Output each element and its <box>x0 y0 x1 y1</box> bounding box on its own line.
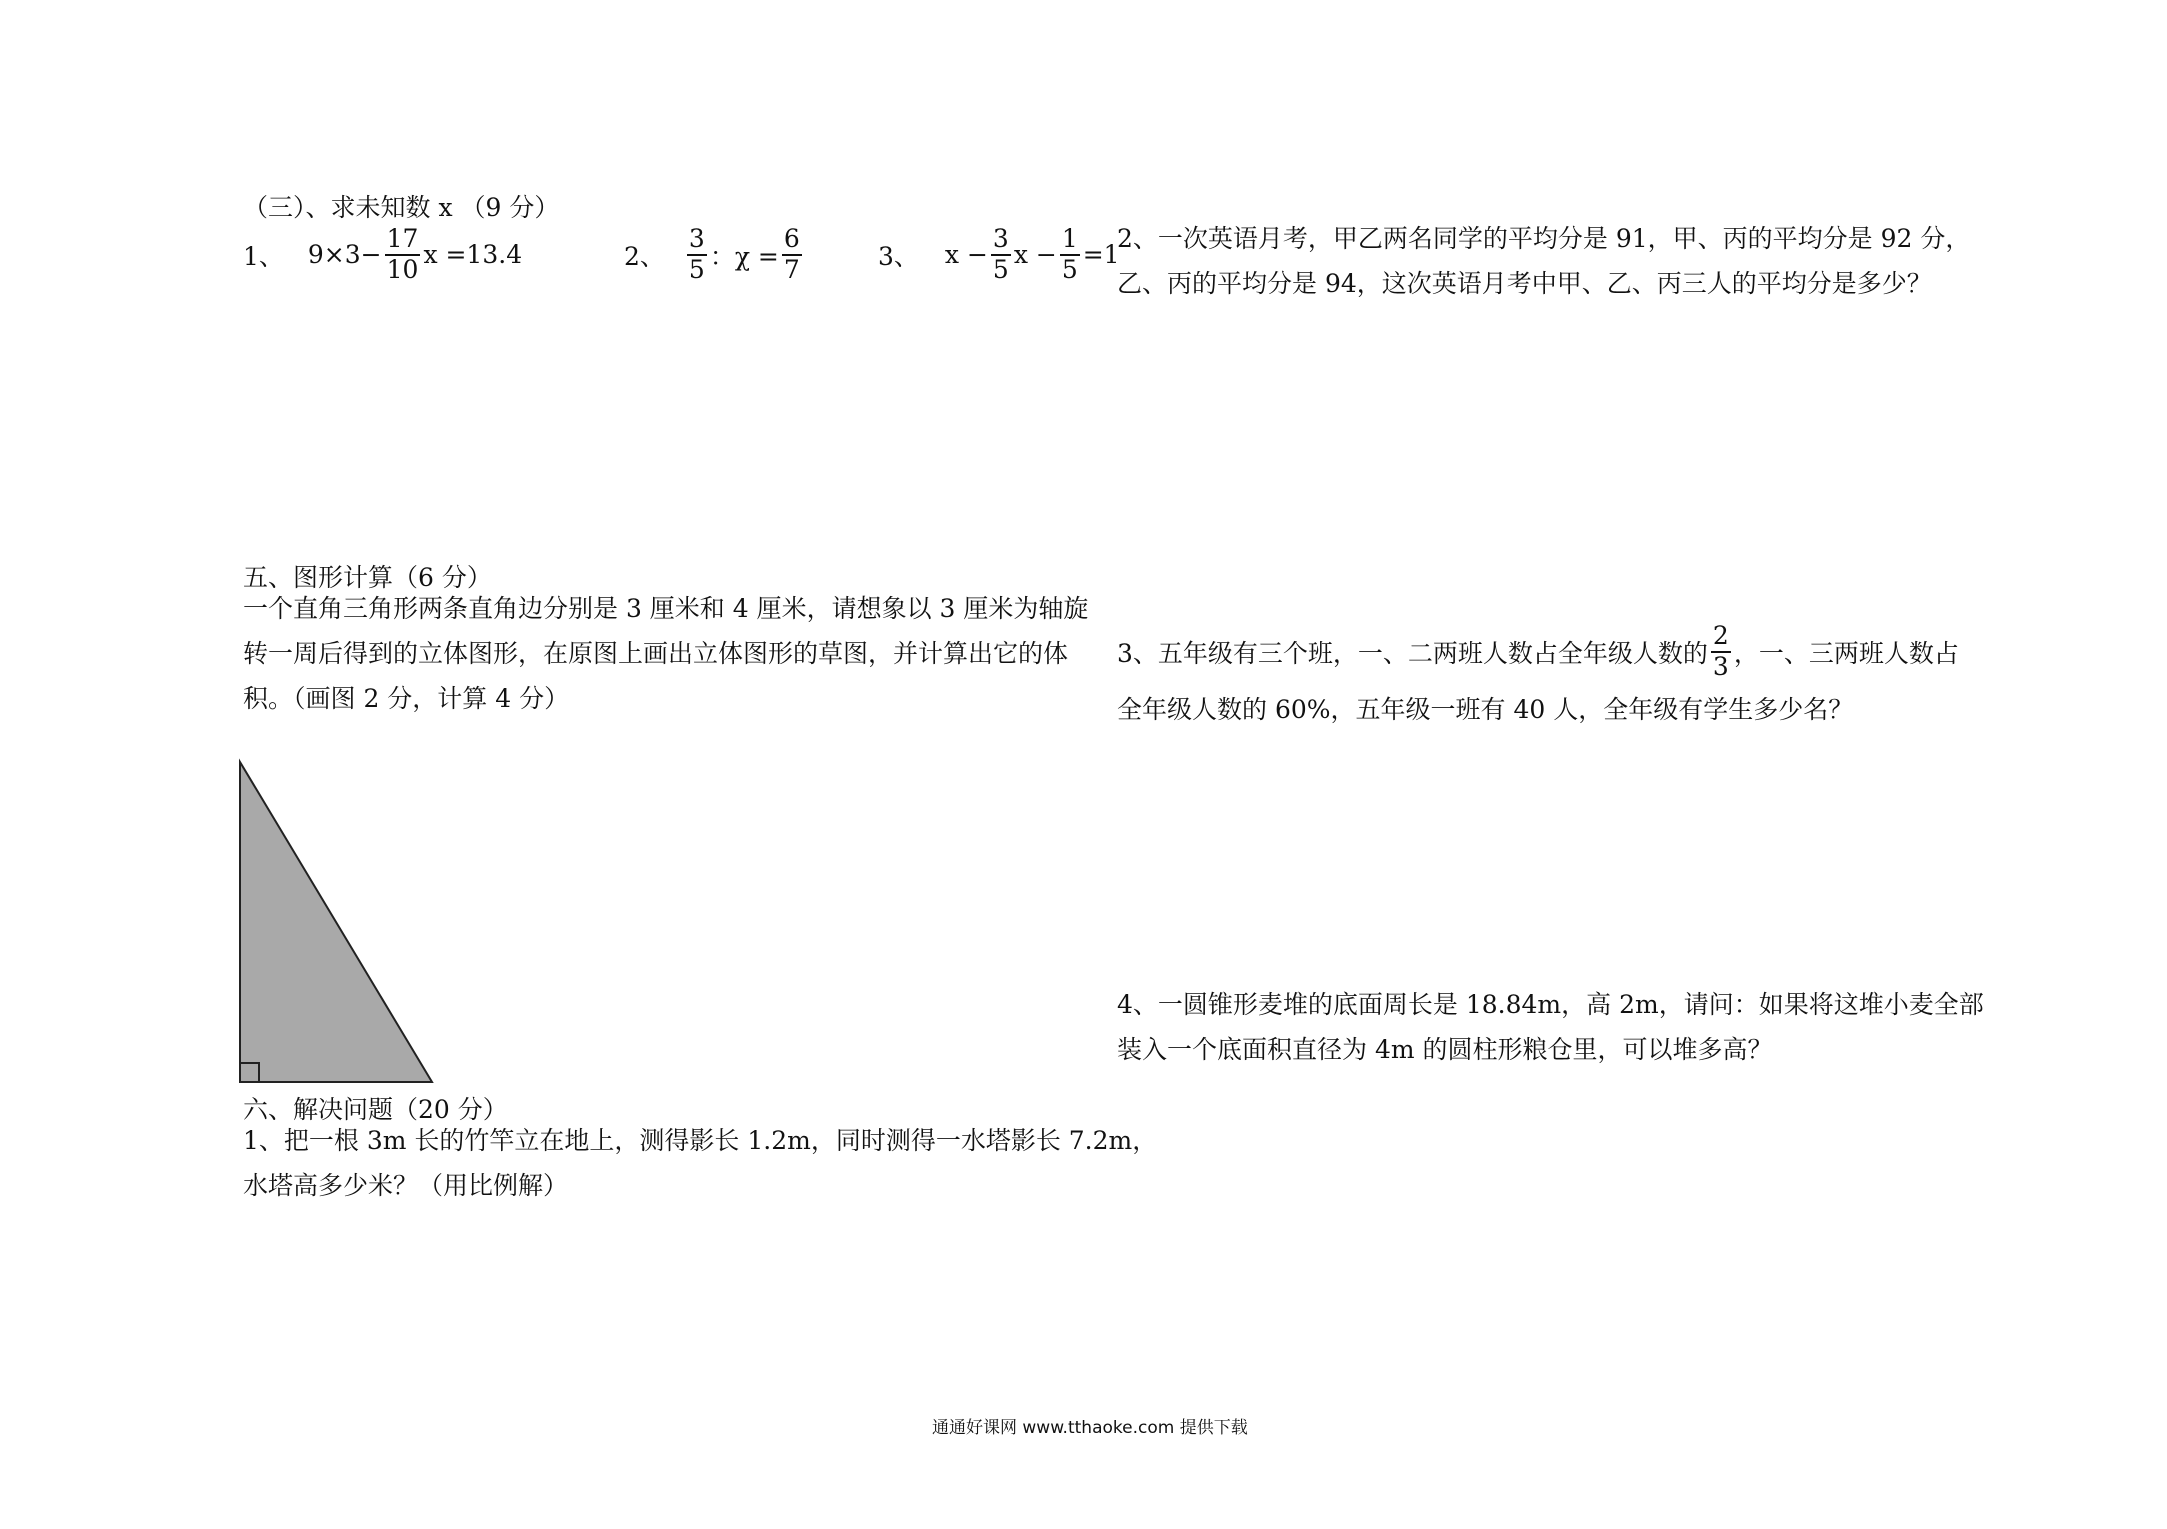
equation-3-fraction-1 <box>991 225 1011 285</box>
equation-3-mid: x − <box>1013 240 1057 270</box>
equation-2-fraction-1 <box>687 225 707 285</box>
section-5-line-1: 一个直角三角形两条直角边分别是 3 厘米和 4 厘米，请想象以 3 厘米为轴旋 <box>243 594 1089 623</box>
fraction-denominator: 7 <box>783 254 800 284</box>
question-3-line-1 <box>1117 622 1959 682</box>
question-2-line-1: 2、一次英语月考，甲乙两名同学的平均分是 91，甲、丙的平均分是 92 分， <box>1117 224 1971 253</box>
equation-3-post: =1 <box>1082 240 1120 270</box>
fraction-denominator: 10 <box>386 254 419 284</box>
equation-2-mid: ：χ = <box>709 241 779 271</box>
fraction-numerator: 3 <box>991 225 1011 256</box>
fraction-numerator: 6 <box>782 225 802 256</box>
question-4-line-1: 4、一圆锥形麦堆的底面周长是 18.84m，高 2m，请问：如果将这堆小麦全部 <box>1117 990 1984 1019</box>
question-3-text-post: ，一、三两班人数占 <box>1733 638 1959 668</box>
fraction-denominator: 3 <box>1712 651 1729 681</box>
equation-3-pre: x − <box>944 240 988 270</box>
equation-1-index: 1、 <box>243 241 284 271</box>
section-5-line-3: 积。（画图 2 分，计算 4 分） <box>243 684 570 713</box>
equation-1-pre: 9×3− <box>307 240 382 270</box>
equation-1-post: x =13.4 <box>423 240 523 270</box>
equation-2-fraction-2 <box>782 225 802 285</box>
equation-2 <box>624 225 805 285</box>
right-triangle-figure <box>230 750 440 1090</box>
question-3-text-pre: 3、五年级有三个班，一、二两班人数占全年级人数的 <box>1117 638 1708 668</box>
question-1 <box>243 1118 1157 1208</box>
question-3-fraction <box>1711 622 1731 682</box>
section-5-line-2: 转一周后得到的立体图形，在原图上画出立体图形的草图，并计算出它的体 <box>243 639 1069 668</box>
fraction-numerator: 3 <box>687 225 707 256</box>
fraction-numerator: 17 <box>385 225 421 256</box>
footer-text: 通通好课网 www.tthaoke.com 提供下载 <box>932 1418 1248 1438</box>
question-4-line-2: 装入一个底面积直径为 4m 的圆柱形粮仓里，可以堆多高？ <box>1117 1035 1773 1064</box>
fraction-denominator: 5 <box>688 254 705 284</box>
section-5-problem <box>243 586 1088 721</box>
equation-3 <box>878 225 1120 285</box>
fraction-denominator: 5 <box>1061 254 1078 284</box>
fraction-numerator: 1 <box>1060 225 1080 256</box>
triangle-shape <box>240 762 432 1082</box>
question-3-line-2: 全年级人数的 60%，五年级一班有 40 人，全年级有学生多少名？ <box>1117 695 1854 724</box>
question-1-line-2: 水塔高多少米？（用比例解） <box>243 1171 569 1200</box>
section-3-heading: （三）、求未知数 x （9 分） <box>243 193 560 222</box>
section-5-heading: 五、图形计算（6 分） <box>243 563 492 592</box>
fraction-numerator: 2 <box>1711 622 1731 653</box>
equation-2-index: 2、 <box>624 241 665 271</box>
equation-3-index: 3、 <box>878 241 919 271</box>
question-2-line-2: 乙、丙的平均分是 94，这次英语月考中甲、乙、丙三人的平均分是多少？ <box>1117 269 1932 298</box>
section-6-heading: 六、解决问题（20 分） <box>243 1095 508 1124</box>
equation-1-fraction <box>385 225 421 285</box>
fraction-denominator: 5 <box>992 254 1009 284</box>
question-2 <box>1117 216 1970 306</box>
question-4 <box>1117 982 1984 1072</box>
equation-3-fraction-2 <box>1060 225 1080 285</box>
equation-1 <box>243 225 522 285</box>
question-1-line-1: 1、把一根 3m 长的竹竿立在地上，测得影长 1.2m，同时测得一水塔影长 7.2m， <box>243 1126 1158 1155</box>
